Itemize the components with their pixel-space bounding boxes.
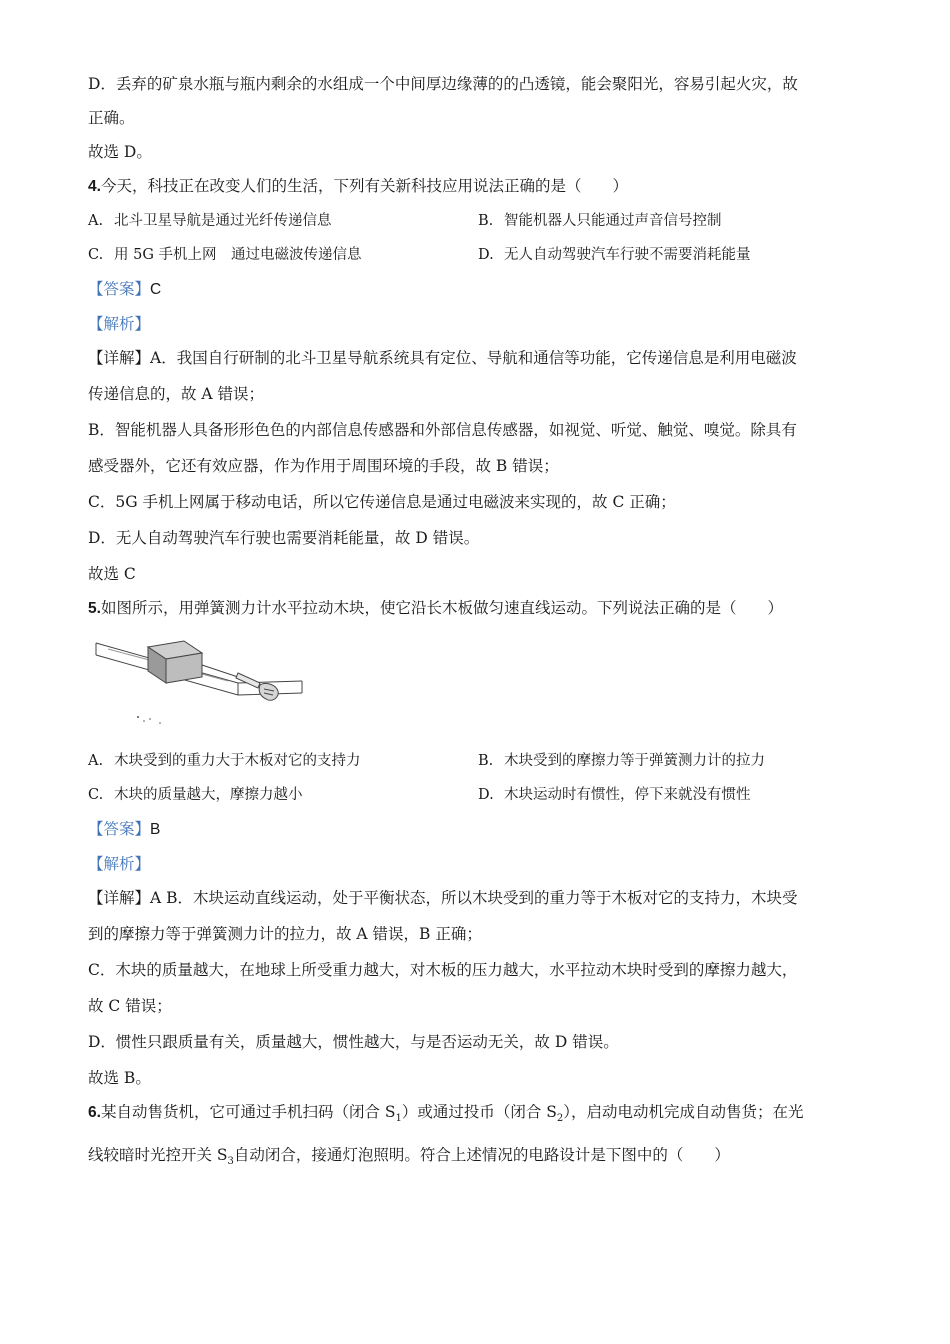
q5-choose: 故选 B。 (88, 1069, 151, 1087)
document-page (88, 74, 868, 1172)
q5-detail-line: 故 C 错误； (88, 997, 172, 1015)
block-spring-scale-figure (88, 633, 308, 729)
q4-choose: 故选 C (88, 565, 136, 583)
q5-detail-line: D．惯性只跟质量有关，质量越大，惯性越大，与是否运动无关，故 D 错误。 (88, 1033, 619, 1051)
q5-answer (88, 819, 868, 840)
q3-option-d-explanation-cont: 正确。 (88, 109, 135, 127)
q5-detail-line: 到的摩擦力等于弹簧测力计的拉力，故 A 错误，B 正确； (88, 925, 482, 943)
q5-option-d: D. 木块运动时有惯性，停下来就没有惯性 (478, 787, 751, 803)
q4-option-a: A. 北斗卫星导航是通过光纤传递信息 (88, 213, 332, 229)
q4-option-b: B. 智能机器人只能通过声音信号控制 (478, 213, 722, 229)
q6-stem: 6.某自动售货机，它可通过手机扫码（闭合 $S_1$）或通过投币（闭合 $S_2$），启动电动机完成自动售货；在光 (88, 1103, 804, 1125)
answer-value: B (150, 821, 161, 838)
detail-label: 【详解】 (88, 349, 151, 367)
q4-detail-line: D．无人自动驾驶汽车行驶也需要消耗能量，故 D 错误。 (88, 529, 480, 547)
q5-option-c: C. 木块的质量越大，摩擦力越小 (88, 787, 303, 803)
q6-number: 6. (88, 1104, 101, 1121)
q5-option-b: B. 木块受到的摩擦力等于弹簧测力计的拉力 (478, 753, 765, 769)
q3-option-d-explanation: D．丢弃的矿泉水瓶与瓶内剩余的水组成一个中间厚边缘薄的的凸透镜，能会聚阳光，容易引起火灾，故 (88, 75, 798, 93)
answer-value: C (150, 281, 162, 298)
q4-answer (88, 279, 868, 300)
detail-label: 【详解】 (88, 889, 151, 907)
answer-label: 【答案】 (88, 820, 151, 838)
q5-options-row1 (88, 751, 868, 771)
q4-options-row2 (88, 245, 868, 265)
q4-detail-line: 感受器外，它还有效应器，作为作用于周围环境的手段，故 B 错误； (88, 457, 559, 475)
q4-options-row1 (88, 211, 868, 231)
q5-detail-line: C．木块的质量越大，在地球上所受重力越大，对木板的压力越大，水平拉动木块时受到的摩擦力越大， (88, 961, 798, 979)
q5-options-row2 (88, 785, 868, 805)
q6-stem-cont: 线较暗时光控开关 $S_3$自动闭合，接通灯泡照明。符合上述情况的电路设计是下图中的（ ） (88, 1146, 730, 1168)
q4-detail-line: C．5G 手机上网属于移动电话，所以它传递信息是通过电磁波来实现的，故 C 正确； (88, 493, 676, 511)
q5-option-a: A. 木块受到的重力大于木板对它的支持力 (88, 753, 361, 769)
q5-stem (88, 598, 868, 619)
q4-option-c: C. 用 5G 手机上网 通过电磁波传递信息 (88, 247, 362, 263)
q4-detail-line: B．智能机器人具备形形色色的内部信息传感器和外部信息传感器，如视觉、听觉、触觉、嗅觉。除具有 (88, 421, 797, 439)
answer-label: 【答案】 (88, 280, 151, 298)
q5-stem-text: 如图所示，用弹簧测力计水平拉动木块，使它沿长木板做匀速直线运动。下列说法正确的是（ ） (100, 599, 783, 617)
q4-number: 4. (88, 178, 101, 195)
q4-option-d: D. 无人自动驾驶汽车行驶不需要消耗能量 (478, 247, 751, 263)
q4-analysis-label: 【解析】 (88, 315, 151, 333)
q3-choose: 故选 D。 (88, 143, 152, 161)
q5-number: 5. (88, 600, 101, 617)
q4-stem-text: 今天，科技正在改变人们的生活，下列有关新科技应用说法正确的是（ ） (100, 177, 628, 195)
q5-analysis-label: 【解析】 (88, 855, 151, 873)
q4-detail-line: 【详解】A．我国自行研制的北斗卫星导航系统具有定位、导航和通信等功能，它传递信息是利用电磁波 (88, 349, 797, 367)
q5-detail-line: 【详解】A B．木块运动直线运动，处于平衡状态，所以木块受到的重力等于木板对它的支持力，木块受 (88, 889, 798, 907)
q4-stem (88, 176, 868, 197)
q4-detail-line: 传递信息的，故 A 错误； (88, 385, 265, 403)
